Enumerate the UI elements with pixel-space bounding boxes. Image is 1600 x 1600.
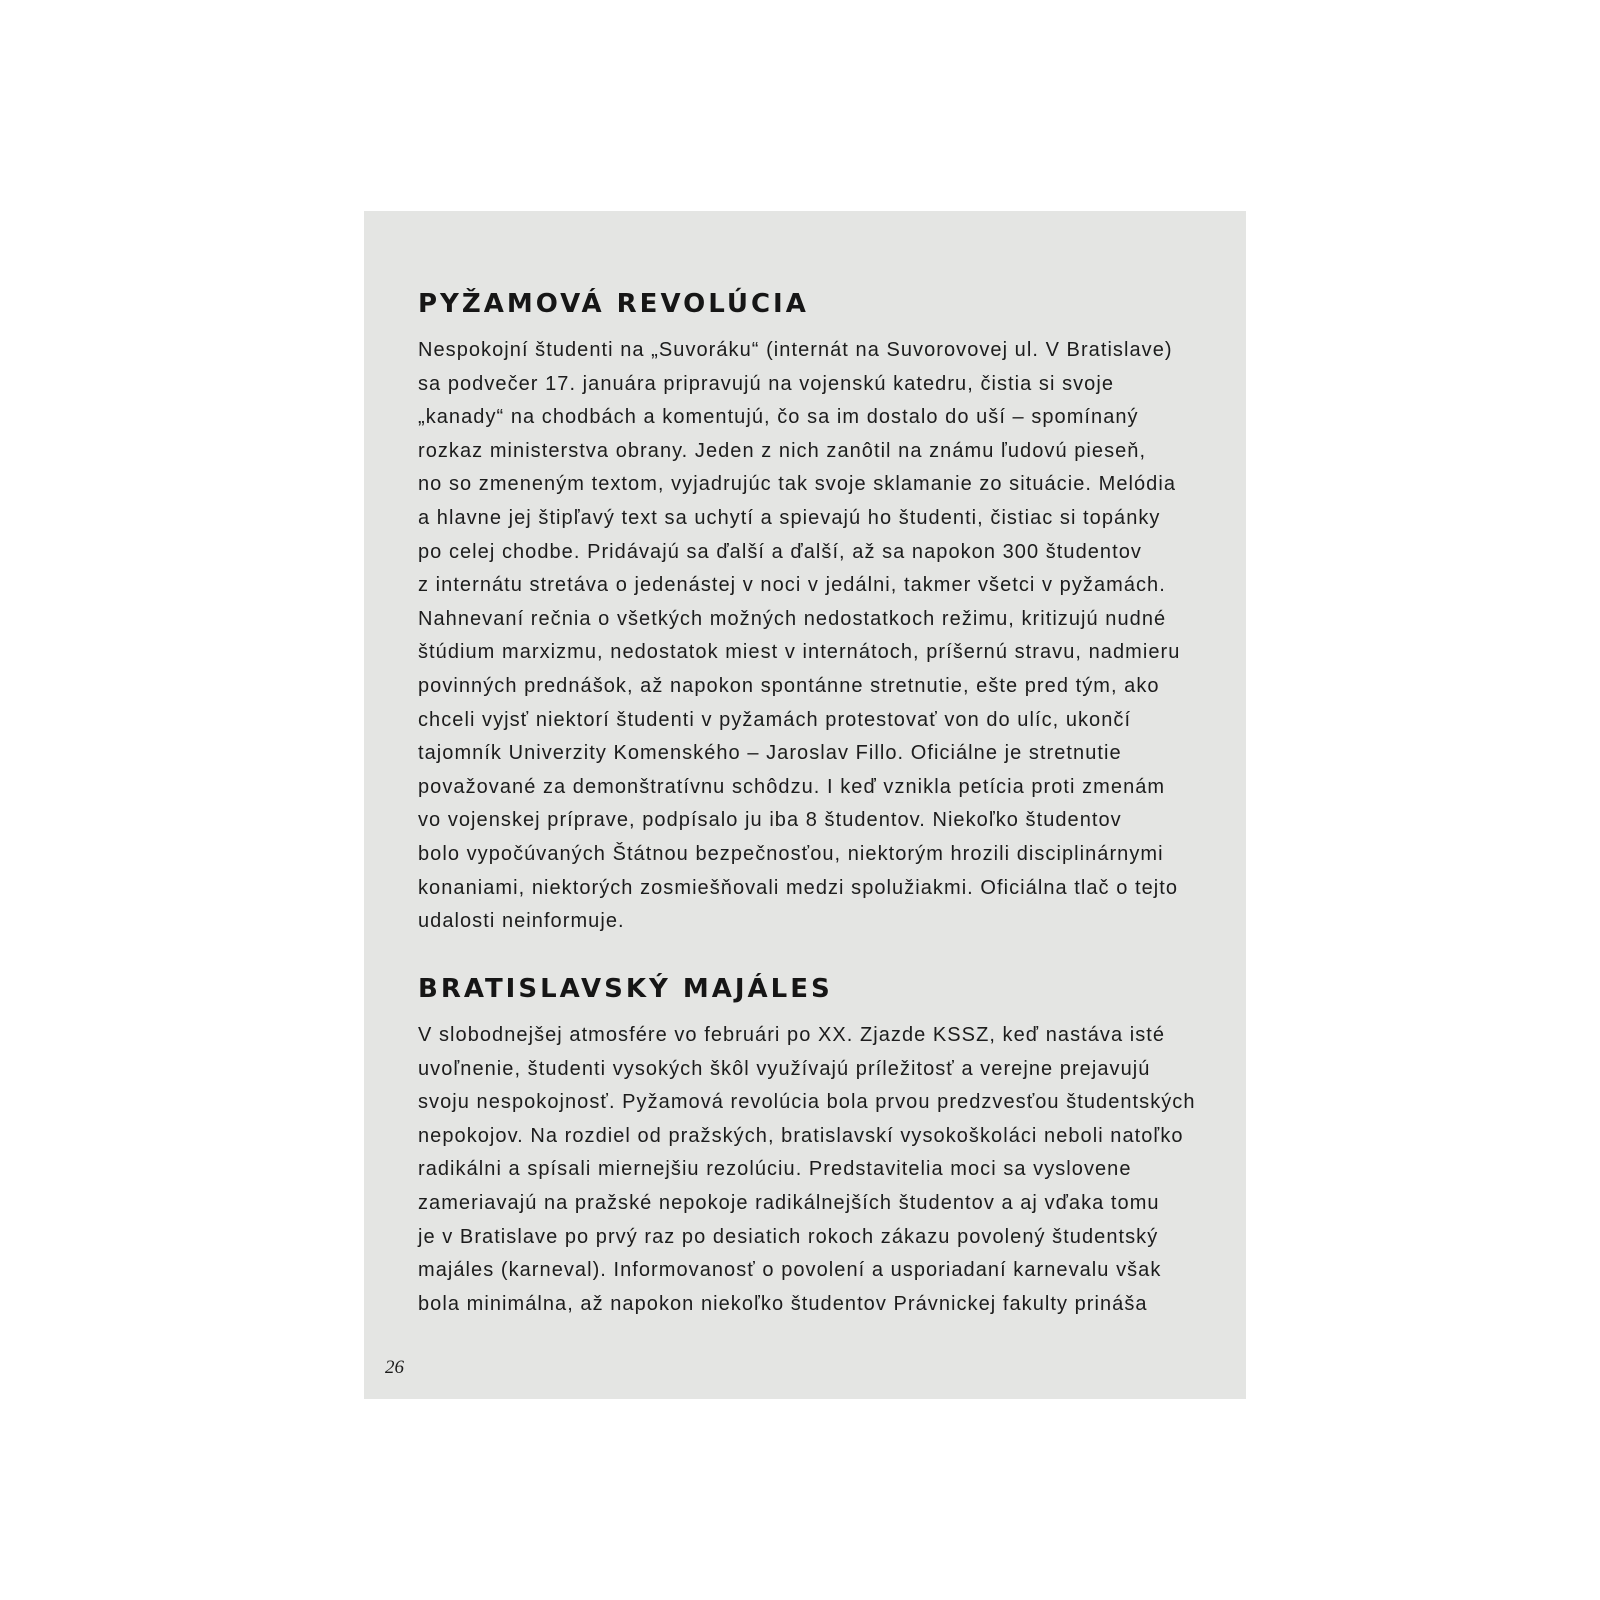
text-line: sa podvečer 17. januára pripravujú na vojenskú katedru, čistia si svoje (418, 372, 1115, 395)
text-line: rozkaz ministerstva obrany. Jeden z nich zanôtil na známu ľudovú pieseň, (418, 439, 1147, 462)
text-line: tajomník Univerzity Komenského – Jaroslav Fillo. Oficiálne je stretnutie (418, 742, 1122, 765)
text-line: Nahnevaní rečnia o všetkých možných nedostatkoch režimu, kritizujú nudné (418, 607, 1167, 630)
text-line: V slobodnejšej atmosfére vo februári po XX. Zjazde KSSZ, keď nastáva isté (418, 1024, 1166, 1046)
section-heading: PYŽAMOVÁ REVOLÚCIA (418, 289, 809, 319)
text-line: a hlavne jej štipľavý text sa uchytí a spievajú ho študenti, čistiac si topánky (418, 506, 1161, 529)
section-body (418, 334, 1198, 939)
text-line: udalosti neinformuje. (418, 910, 625, 933)
text-line: po celej chodbe. Pridávajú sa ďalší a ďalší, až sa napokon 300 študentov (418, 540, 1142, 563)
page-number: 26 (385, 1357, 404, 1378)
text-line: no so zmeneným textom, vyjadrujúc tak svoje sklamanie zo situácie. Melódia (418, 473, 1177, 496)
book-page (364, 211, 1246, 1399)
text-line: je v Bratislave po prvý raz po desiatich rokoch zákazu povolený študentský (418, 1225, 1159, 1248)
section-heading: BRATISLAVSKÝ MAJÁLES (418, 974, 833, 1004)
text-line: svoju nespokojnosť. Pyžamová revolúcia bola prvou predzvesťou študentských (418, 1091, 1196, 1114)
section-body (418, 1019, 1198, 1321)
text-line: uvoľnenie, študenti vysokých škôl využívajú príležitosť a verejne prejavujú (418, 1057, 1151, 1080)
text-line: bolo vypočúvaných Štátnou bezpečnosťou, niektorým hrozili disciplinárnymi (418, 842, 1164, 865)
text-line: považované za demonštratívnu schôdzu. I keď vznikla petícia proti zmenám (418, 775, 1166, 798)
text-line: „kanady“ na chodbách a komentujú, čo sa im dostalo do uší – spomínaný (418, 406, 1139, 429)
section-pyzamova-revolucia (418, 286, 1198, 939)
text-line: konaniami, niektorých zosmiešňovali medzi spolužiakmi. Oficiálna tlač o tejto (418, 876, 1179, 899)
section-bratislavsky-majales (418, 971, 1198, 1321)
text-line: radikálni a spísali miernejšiu rezolúciu. Predstavitelia moci sa vyslovene (418, 1158, 1132, 1181)
text-line: vo vojenskej príprave, podpísalo ju iba 8 študentov. Niekoľko študentov (418, 809, 1122, 832)
text-line: zameriavajú na pražské nepokoje radikálnejších študentov a aj vďaka tomu (418, 1191, 1160, 1214)
text-line: majáles (karneval). Informovanosť o povolení a usporiadaní karnevalu však (418, 1259, 1162, 1282)
text-line: z internátu stretáva o jedenástej v noci v jedálni, takmer všetci v pyžamách. (418, 574, 1166, 597)
text-line: Nespokojní študenti na „Suvoráku“ (internát na Suvorovovej ul. V Bratislave) (418, 339, 1173, 361)
text-line: nepokojov. Na rozdiel od pražských, bratislavskí vysokoškoláci neboli natoľko (418, 1124, 1184, 1147)
text-line: chceli vyjsť niektorí študenti v pyžamách protestovať von do ulíc, ukončí (418, 708, 1132, 731)
text-line: štúdium marxizmu, nedostatok miest v internátoch, príšernú stravu, nadmieru (418, 641, 1181, 664)
text-line: bola minimálna, až napokon niekoľko študentov Právnickej fakulty prináša (418, 1292, 1148, 1315)
text-line: povinných prednášok, až napokon spontánne stretnutie, ešte pred tým, ako (418, 674, 1160, 697)
